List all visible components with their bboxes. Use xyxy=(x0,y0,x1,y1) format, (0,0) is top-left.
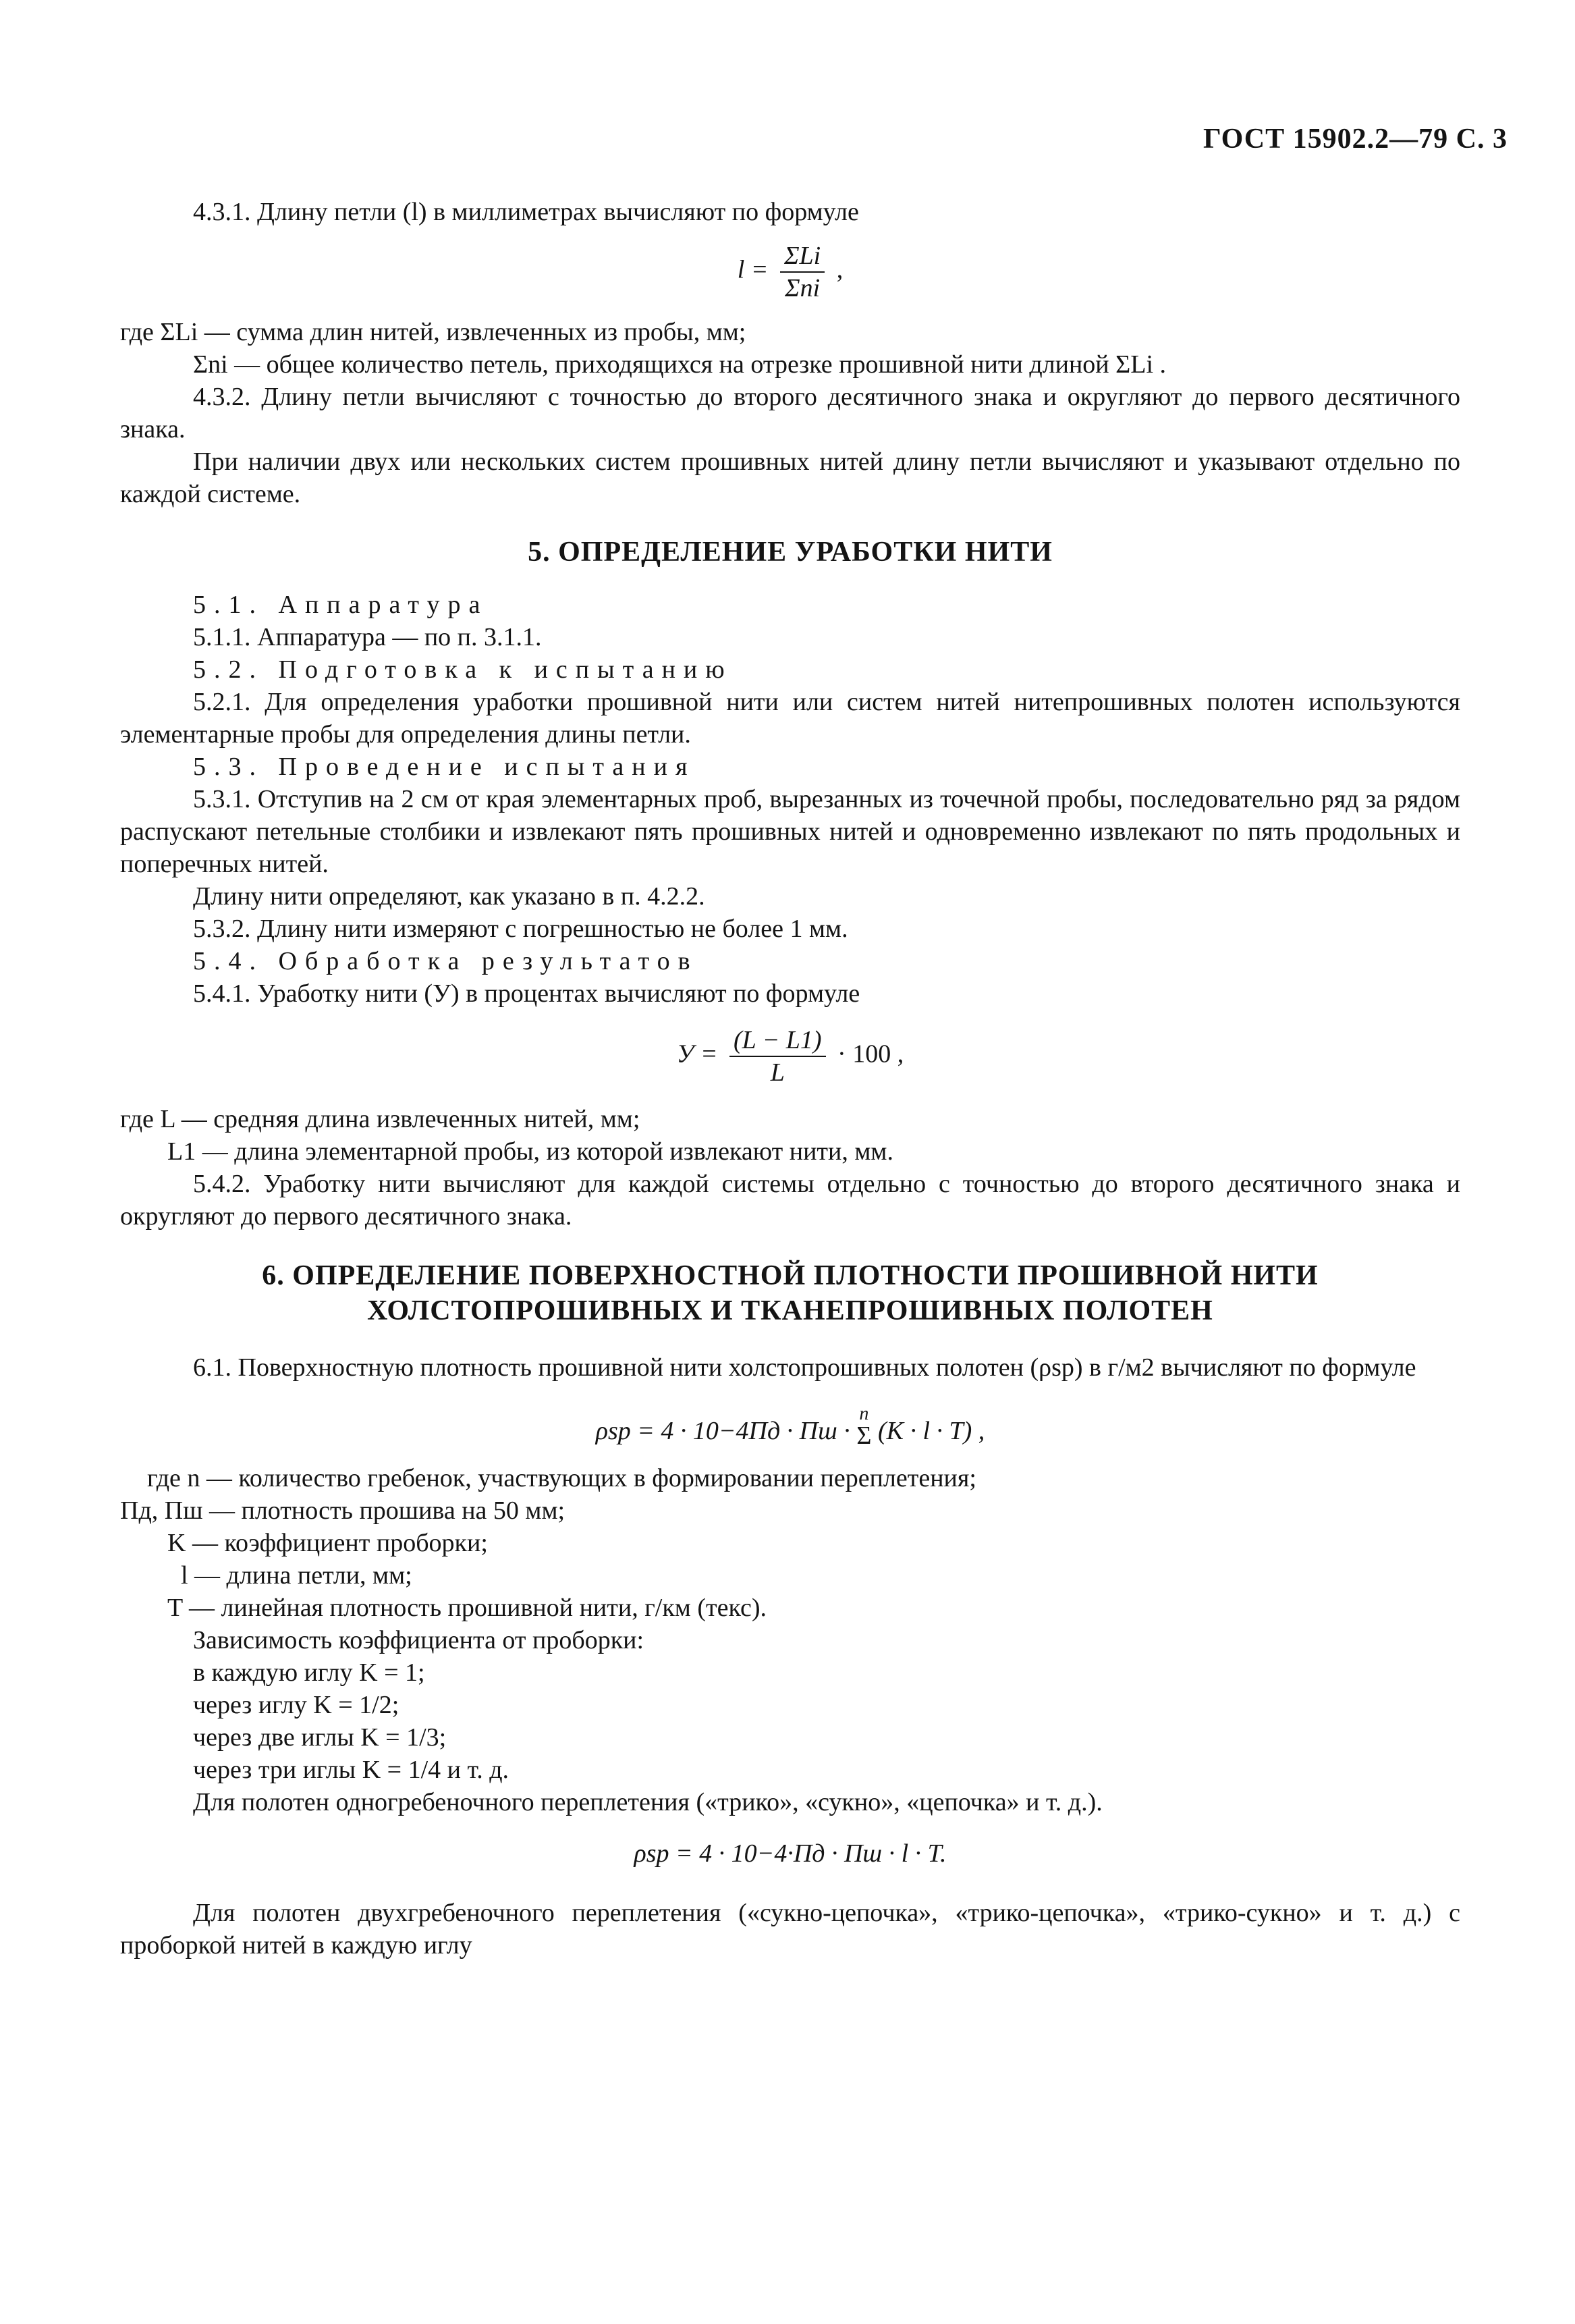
formula-lhs: У = xyxy=(676,1039,718,1069)
formula-lhs: ρsp = 4 · 10−4Пд · Пш · xyxy=(595,1417,850,1445)
clause-5-4-1: 5.4.1. Уработку нити (У) в процентах вычисляют по формуле xyxy=(193,979,860,1008)
formula-tail: · 100 , xyxy=(837,1039,904,1069)
clause-5-2: 5.2. Подготовка к испытанию xyxy=(193,655,733,684)
clause-5-1-1: 5.1.1. Аппаратура — по п. 3.1.1. xyxy=(193,623,542,651)
formula-sum-upper-limit: n xyxy=(859,1403,869,1424)
formula-rhs: (K · l · T) , xyxy=(877,1417,985,1445)
formula-fraction xyxy=(780,240,825,304)
clause-5-4: 5.4. Обработка результатов xyxy=(193,947,698,975)
formula-numerator: (L − L1) xyxy=(729,1025,826,1057)
formula-denominator: Σni xyxy=(785,274,821,302)
formula-sigma: Σ xyxy=(856,1422,872,1450)
where-mean-length: где L — средняя длина извлеченных нитей, мм; xyxy=(120,1105,640,1133)
formula-sum xyxy=(856,1403,872,1450)
formula-numerator: ΣLi xyxy=(780,240,825,273)
page-header-standard-code: ГОСТ 15902.2—79 С. 3 xyxy=(1203,124,1508,155)
clause-6-1: 6.1. Поверхностную плотность прошивной нити холстопрошивных полотен (ρsp) в г/м2 вычисляют по формуле xyxy=(193,1353,1416,1382)
where-stitch-density: Пд, Пш — плотность прошива на 50 мм; xyxy=(120,1496,565,1525)
clause-5-3-1: 5.3.1. Отступив на 2 см от края элементарных проб, вырезанных из точечной пробы, последовательно ряд за рядом распускают петельные столбики и извлекают пять прошивных нитей и одновременно извлекают по пять продольных и поперечных нитей. xyxy=(120,785,1460,878)
coefficient-each-needle: в каждую иглу K = 1; xyxy=(193,1658,425,1687)
coefficient-dependency-title: Зависимость коэффициента от проборки: xyxy=(193,1626,644,1654)
where-sum-lengths: где ΣLi — сумма длин нитей, извлеченных из пробы, мм; xyxy=(120,318,746,346)
where-combs-count: где n — количество гребенок, участвующих в формировании переплетения; xyxy=(147,1464,976,1492)
section-heading-6-line1: 6. ОПРЕДЕЛЕНИЕ ПОВЕРХНОСТНОЙ ПЛОТНОСТИ ПРОШИВНОЙ НИТИ xyxy=(262,1260,1319,1291)
coefficient-two-needles: через две иглы K = 1/3; xyxy=(193,1723,447,1752)
clause-5-1: 5.1. Аппаратура xyxy=(193,591,489,619)
formula-lhs: l = xyxy=(737,255,769,284)
where-threading-coefficient: K — коэффициент проборки; xyxy=(167,1529,488,1557)
where-sample-length: L1 — длина элементарной пробы, из которой извлекают нити, мм. xyxy=(167,1137,893,1166)
where-sum-loops: Σni — общее количество петель, приходящихся на отрезке прошивной нити длиной ΣLi . xyxy=(193,350,1167,379)
document-body xyxy=(120,196,1460,1962)
coefficient-every-other-needle: через иглу K = 1/2; xyxy=(193,1691,399,1719)
paragraph-double-bar: Для полотен двухгребеночного переплетения («сукно-цепочка», «трико-цепочка», «трико-сукно» и т. д.) с проборкой нитей в каждую иглу xyxy=(120,1899,1460,1960)
clause-5-3-2: 5.3.2. Длину нити измеряют с погрешностью не более 1 мм. xyxy=(193,915,848,943)
where-loop-length: l — длина петли, мм; xyxy=(181,1561,412,1590)
clause-5-2-1: 5.2.1. Для определения уработки прошивной нити или систем нитей нитепрошивных полотен используются элементарные пробы для определения длины петли. xyxy=(120,688,1460,749)
formula-crimp xyxy=(120,1025,1460,1088)
clause-5-3: 5.3. Проведение испытания xyxy=(193,753,696,781)
formula-loop-length xyxy=(120,240,1460,304)
paragraph-thread-length: Длину нити определяют, как указано в п. 4.2.2. xyxy=(193,882,705,911)
coefficient-three-needles: через три иглы K = 1/4 и т. д. xyxy=(193,1756,509,1784)
formula-surface-density xyxy=(120,1403,1460,1450)
where-linear-density: T — линейная плотность прошивной нити, г/км (текс). xyxy=(167,1594,767,1622)
section-heading-6-line2: ХОЛСТОПРОШИВНЫХ И ТКАНЕПРОШИВНЫХ ПОЛОТЕН xyxy=(367,1295,1213,1326)
formula-single-bar: ρsp = 4 · 10−4·Пд · Пш · l · T. xyxy=(634,1839,947,1868)
paragraph-single-bar: Для полотен одногребеночного переплетения («трико», «сукно», «цепочка» и т. д.). xyxy=(193,1788,1103,1816)
formula-denominator: L xyxy=(770,1058,785,1087)
clause-4-3-1: 4.3.1. Длину петли (l) в миллиметрах вычисляют по формуле xyxy=(193,198,859,226)
formula-tail: , xyxy=(836,255,844,284)
section-heading-5: 5. ОПРЕДЕЛЕНИЕ УРАБОТКИ НИТИ xyxy=(528,537,1053,568)
clause-4-3-2: 4.3.2. Длину петли вычисляют с точностью до второго десятичного знака и округляют до первого десятичного знака. xyxy=(120,383,1460,443)
formula-fraction xyxy=(729,1025,826,1088)
clause-5-4-2: 5.4.2. Уработку нити вычисляют для каждой системы отдельно с точностью до второго десятичного знака и округляют до первого десятичного знака. xyxy=(120,1170,1460,1231)
paragraph-multiple-systems: При наличии двух или нескольких систем прошивных нитей длину петли вычисляют и указывают отдельно по каждой системе. xyxy=(120,448,1460,508)
